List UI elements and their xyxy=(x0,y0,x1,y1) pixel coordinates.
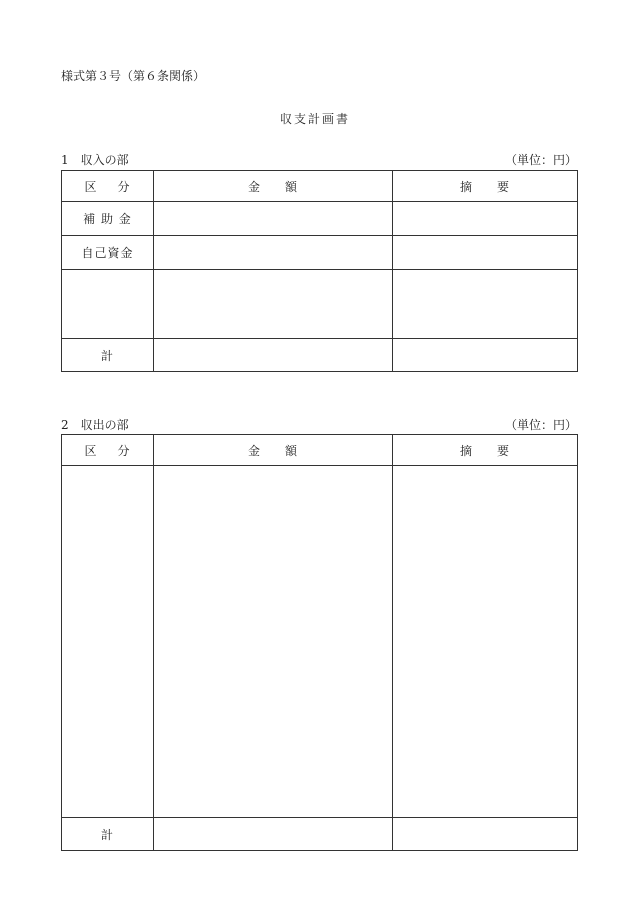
header-category: 区 分 xyxy=(62,435,154,466)
amount-cell[interactable] xyxy=(154,466,393,818)
expense-section-label: 2 収出の部 xyxy=(61,418,129,432)
total-summary-cell[interactable] xyxy=(393,818,578,851)
total-amount-cell[interactable] xyxy=(154,339,393,372)
summary-cell[interactable] xyxy=(393,202,578,236)
table-row xyxy=(62,270,578,339)
summary-cell[interactable] xyxy=(393,466,578,818)
total-label: 計 xyxy=(62,818,154,851)
header-summary: 摘 要 xyxy=(393,435,578,466)
expense-table xyxy=(61,434,578,851)
income-unit-label: （単位：円） xyxy=(504,153,577,167)
summary-cell[interactable] xyxy=(393,236,578,270)
amount-cell[interactable] xyxy=(154,202,393,236)
header-summary: 摘 要 xyxy=(393,171,578,202)
table-row xyxy=(62,466,578,818)
category-cell[interactable] xyxy=(62,466,154,818)
total-amount-cell[interactable] xyxy=(154,818,393,851)
income-table xyxy=(61,170,578,372)
amount-cell[interactable] xyxy=(154,236,393,270)
expense-unit-label: （単位：円） xyxy=(504,418,577,432)
summary-cell[interactable] xyxy=(393,270,578,339)
total-summary-cell[interactable] xyxy=(393,339,578,372)
row-category[interactable] xyxy=(62,270,154,339)
table-row xyxy=(62,202,578,236)
row-category: 補 助 金 xyxy=(62,202,154,236)
header-amount: 金 額 xyxy=(154,435,393,466)
table-row xyxy=(62,236,578,270)
header-amount: 金 額 xyxy=(154,171,393,202)
total-row xyxy=(62,818,578,851)
form-number: 様式第３号（第６条関係） xyxy=(61,69,206,83)
income-section-label: 1 収入の部 xyxy=(61,153,129,167)
amount-cell[interactable] xyxy=(154,270,393,339)
total-row xyxy=(62,339,578,372)
row-category: 自己資金 xyxy=(62,236,154,270)
total-label: 計 xyxy=(62,339,154,372)
header-category: 区 分 xyxy=(62,171,154,202)
table-header-row xyxy=(62,435,578,466)
table-header-row xyxy=(62,171,578,202)
document-title: 収支計画書 xyxy=(279,112,350,126)
